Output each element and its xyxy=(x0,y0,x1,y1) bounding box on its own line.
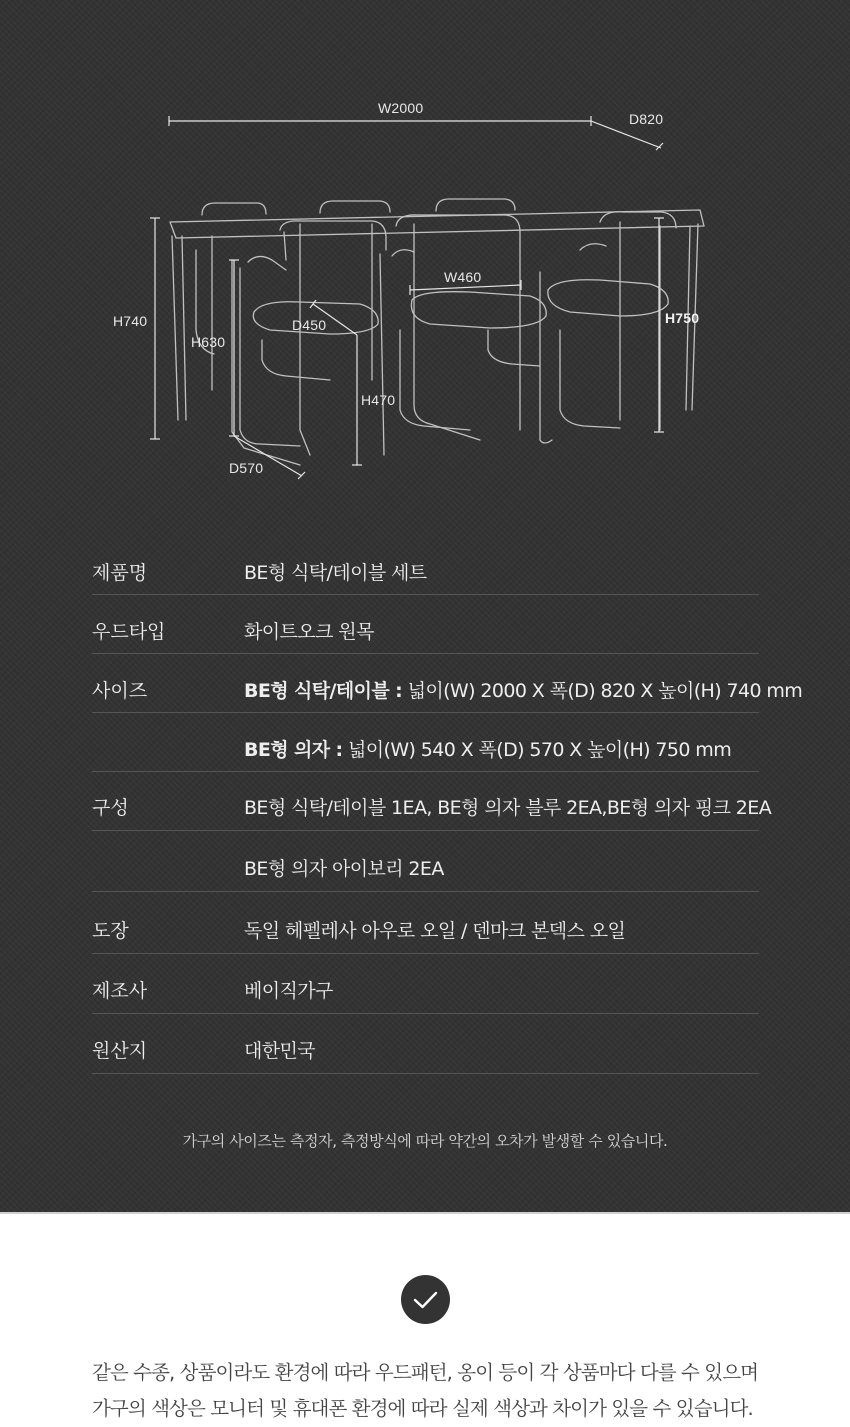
spec-row-manufacturer xyxy=(92,954,759,1014)
spec-value: 독일 헤펠레사 아우로 오일 / 덴마크 본덱스 오일 xyxy=(244,920,626,942)
spec-key: 제품명 xyxy=(92,562,148,584)
seat-height-label: H470 xyxy=(361,392,396,408)
spec-value: BE형 의자 아이보리 2EA xyxy=(244,858,444,880)
spec-key: 구성 xyxy=(92,797,129,819)
spec-value-text: 넓이(W) 2000 X 폭(D) 820 X 높이(H) 740 mm xyxy=(402,680,803,702)
care-notice-line-1: 같은 수종, 상품이라도 환경에 따라 우드패턴, 옹이 등이 각 상품마다 다를 수 있으며 xyxy=(92,1361,759,1384)
spec-key: 사이즈 xyxy=(92,680,148,702)
spec-value xyxy=(244,735,731,762)
size-notice: 가구의 사이즈는 측정자, 측정방식에 따라 약간의 오차가 발생할 수 있습니다. xyxy=(182,1132,668,1150)
dimension-lines xyxy=(150,116,664,479)
spec-row-composition xyxy=(92,772,772,831)
spec-table xyxy=(92,540,803,1074)
table-depth-label: D820 xyxy=(629,111,664,127)
spec-row-origin xyxy=(92,1014,759,1074)
chair-height-label: H750 xyxy=(665,310,700,326)
seat-depth-label: D450 xyxy=(292,317,327,333)
check-icon xyxy=(401,1275,450,1324)
spec-row-composition-cont xyxy=(92,831,759,892)
spec-row-wood-type xyxy=(92,595,759,654)
table-width-label: W2000 xyxy=(378,100,424,116)
chair-back-height-label: H630 xyxy=(191,334,226,350)
spec-value: BE형 식탁/테이블 세트 xyxy=(244,562,427,584)
spec-key: 우드타입 xyxy=(92,621,166,643)
spec-value: 베이직가구 xyxy=(244,980,333,1002)
spec-row-size-chair xyxy=(92,713,759,772)
spec-row-finish xyxy=(92,892,759,954)
care-notice-line-2: 가구의 색상은 모니터 및 휴대폰 환경에 따라 실제 색상과 차이가 있을 수 있습니다. xyxy=(92,1397,753,1420)
chair-depth-label: D570 xyxy=(229,460,264,476)
furniture-dimension-diagram xyxy=(0,0,850,500)
section-divider xyxy=(0,1212,850,1214)
spec-value: BE형 식탁/테이블 1EA, BE형 의자 블루 2EA,BE형 의자 핑크 2EA xyxy=(244,797,772,819)
seat-width-label: W460 xyxy=(444,269,482,285)
care-notice xyxy=(92,1355,772,1427)
spec-value-bold: BE형 식탁/테이블 : xyxy=(244,680,403,702)
spec-key: 원산지 xyxy=(92,1040,148,1062)
table-and-chairs-drawing xyxy=(170,199,704,465)
spec-key: 제조사 xyxy=(92,980,148,1002)
spec-value: 화이트오크 원목 xyxy=(244,621,374,643)
table-height-label: H740 xyxy=(113,313,148,329)
spec-row-product-name xyxy=(92,540,759,595)
spec-value-text: 넓이(W) 540 X 폭(D) 570 X 높이(H) 750 mm xyxy=(342,739,732,761)
spec-value xyxy=(244,676,802,703)
spec-row-size-table xyxy=(92,654,803,713)
spec-value-bold: BE형 의자 : xyxy=(244,739,343,761)
spec-key: 도장 xyxy=(92,920,129,942)
spec-value: 대한민국 xyxy=(244,1040,316,1062)
